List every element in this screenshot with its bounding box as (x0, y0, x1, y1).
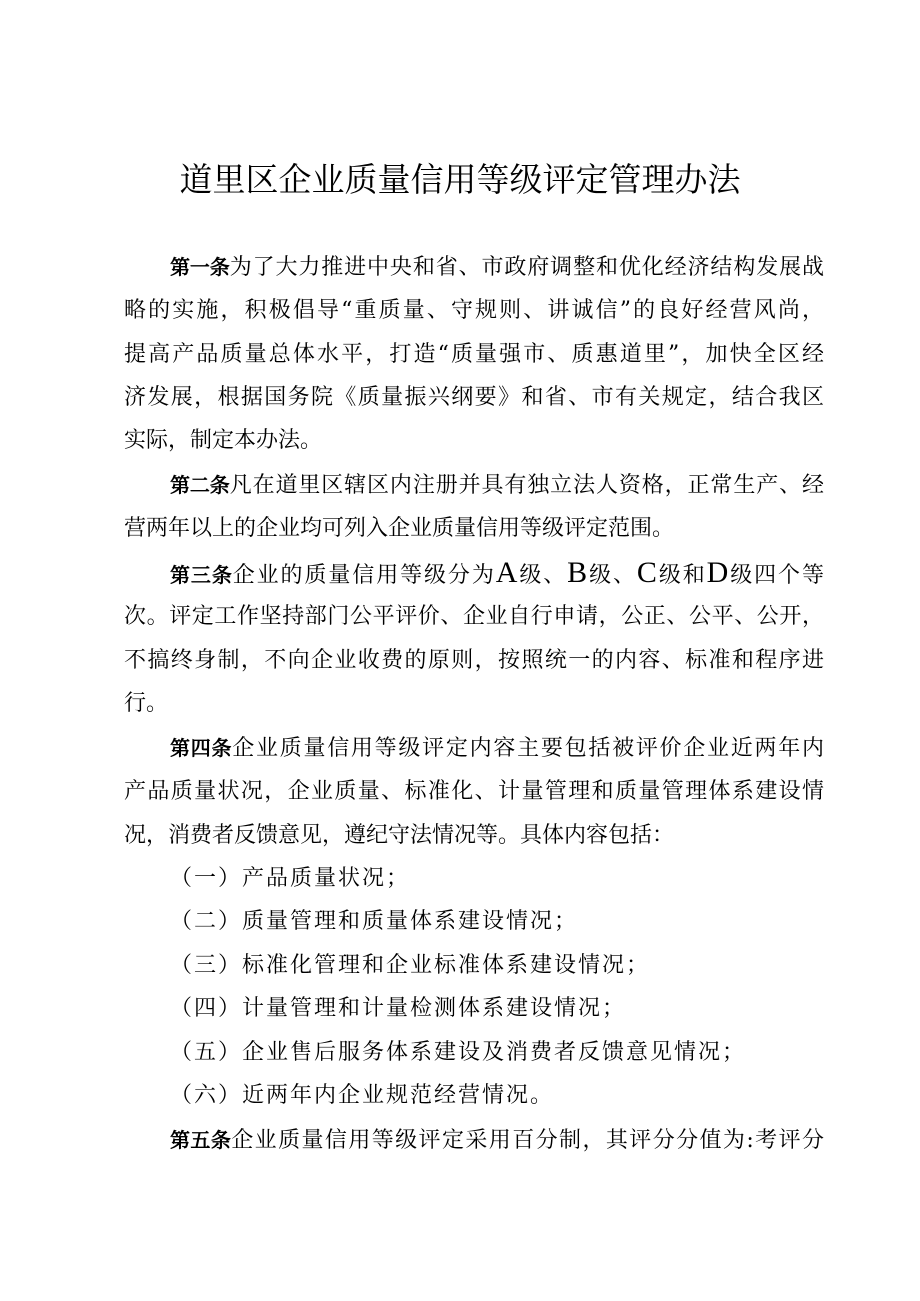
article-4-line-3: 况，消费者反馈意见，遵纪守法情况等。具体内容包括： (124, 823, 675, 848)
article-1-line-3: 提高产品质量总体水平，打造“质量强市、质惠道里”，加快全区经 (124, 342, 824, 367)
article-3-text-part: 级、 (587, 563, 637, 588)
list-item: （六）近两年内企业规范经营情况。 (170, 1083, 555, 1108)
article-3-text-part: 企业的质量信用等级分为 (232, 563, 496, 588)
article-3-line-2: 次。评定工作坚持部门公平评价、企业自行申请，公正、公平、公开， (124, 604, 824, 629)
article-1-heading: 第一条 (170, 255, 230, 279)
article-4-line-2: 产品质量状况，企业质量、标准化、计量管理和质量管理体系建设情 (124, 779, 824, 804)
list-item: （四）计量管理和计量检测体系建设情况； (170, 996, 627, 1021)
document-title: 道里区企业质量信用等级评定管理办法 (179, 160, 741, 199)
list-item: （一）产品质量状况； (170, 866, 411, 891)
article-5-heading: 第五条 (170, 1128, 232, 1152)
article-1-line-1 (170, 245, 824, 289)
article-3-text-part: 级和 (656, 563, 707, 588)
grade-b: B (567, 556, 588, 589)
article-3-line-4: 行。 (124, 691, 169, 716)
article-4-heading: 第四条 (170, 736, 233, 760)
article-1-line-2: 略的实施，积极倡导“重质量、守规则、讲诚信”的良好经营风尚， (124, 298, 824, 323)
article-2-heading: 第二条 (170, 473, 230, 497)
list-item: （二）质量管理和质量体系建设情况； (170, 909, 579, 934)
article-2-line-2: 营两年以上的企业均可列入企业质量信用等级评定范围。 (124, 516, 675, 541)
article-3-heading: 第三条 (170, 563, 233, 587)
article-5-line-1 (170, 1118, 824, 1162)
article-1-line-5: 实际，制定本办法。 (124, 428, 323, 453)
article-3-text-part: 级、 (517, 563, 568, 588)
article-2-line-1 (170, 463, 824, 507)
grade-c: C (636, 556, 657, 589)
article-4-text-1: 企业质量信用等级评定内容主要包括被评价企业近两年内 (232, 736, 825, 761)
article-3-text-part: 级四个等 (728, 563, 824, 588)
article-5-text-1: 企业质量信用等级评定采用百分制，其评分分值为:考评分 (231, 1128, 825, 1153)
list-item: （五）企业售后服务体系建设及消费者反馈意见情况； (170, 1040, 747, 1065)
list-item: （三）标准化管理和企业标准体系建设情况； (170, 953, 651, 978)
article-1-text-1: 为了大力推进中央和省、市政府调整和优化经济结构发展战 (229, 255, 824, 280)
article-3-line-1 (170, 551, 824, 595)
grade-d: D (706, 556, 729, 589)
article-1-line-4: 济发展，根据国务院《质量振兴纲要》和省、市有关规定，结合我区 (124, 385, 824, 410)
grade-a: A (495, 556, 518, 589)
article-2-text-1: 凡在道里区辖区内注册并具有独立法人资格，正常生产、经 (229, 473, 824, 498)
article-3-line-3: 不搞终身制，不向企业收费的原则，按照统一的内容、标准和程序进 (124, 648, 824, 673)
article-4-line-1 (170, 726, 824, 770)
